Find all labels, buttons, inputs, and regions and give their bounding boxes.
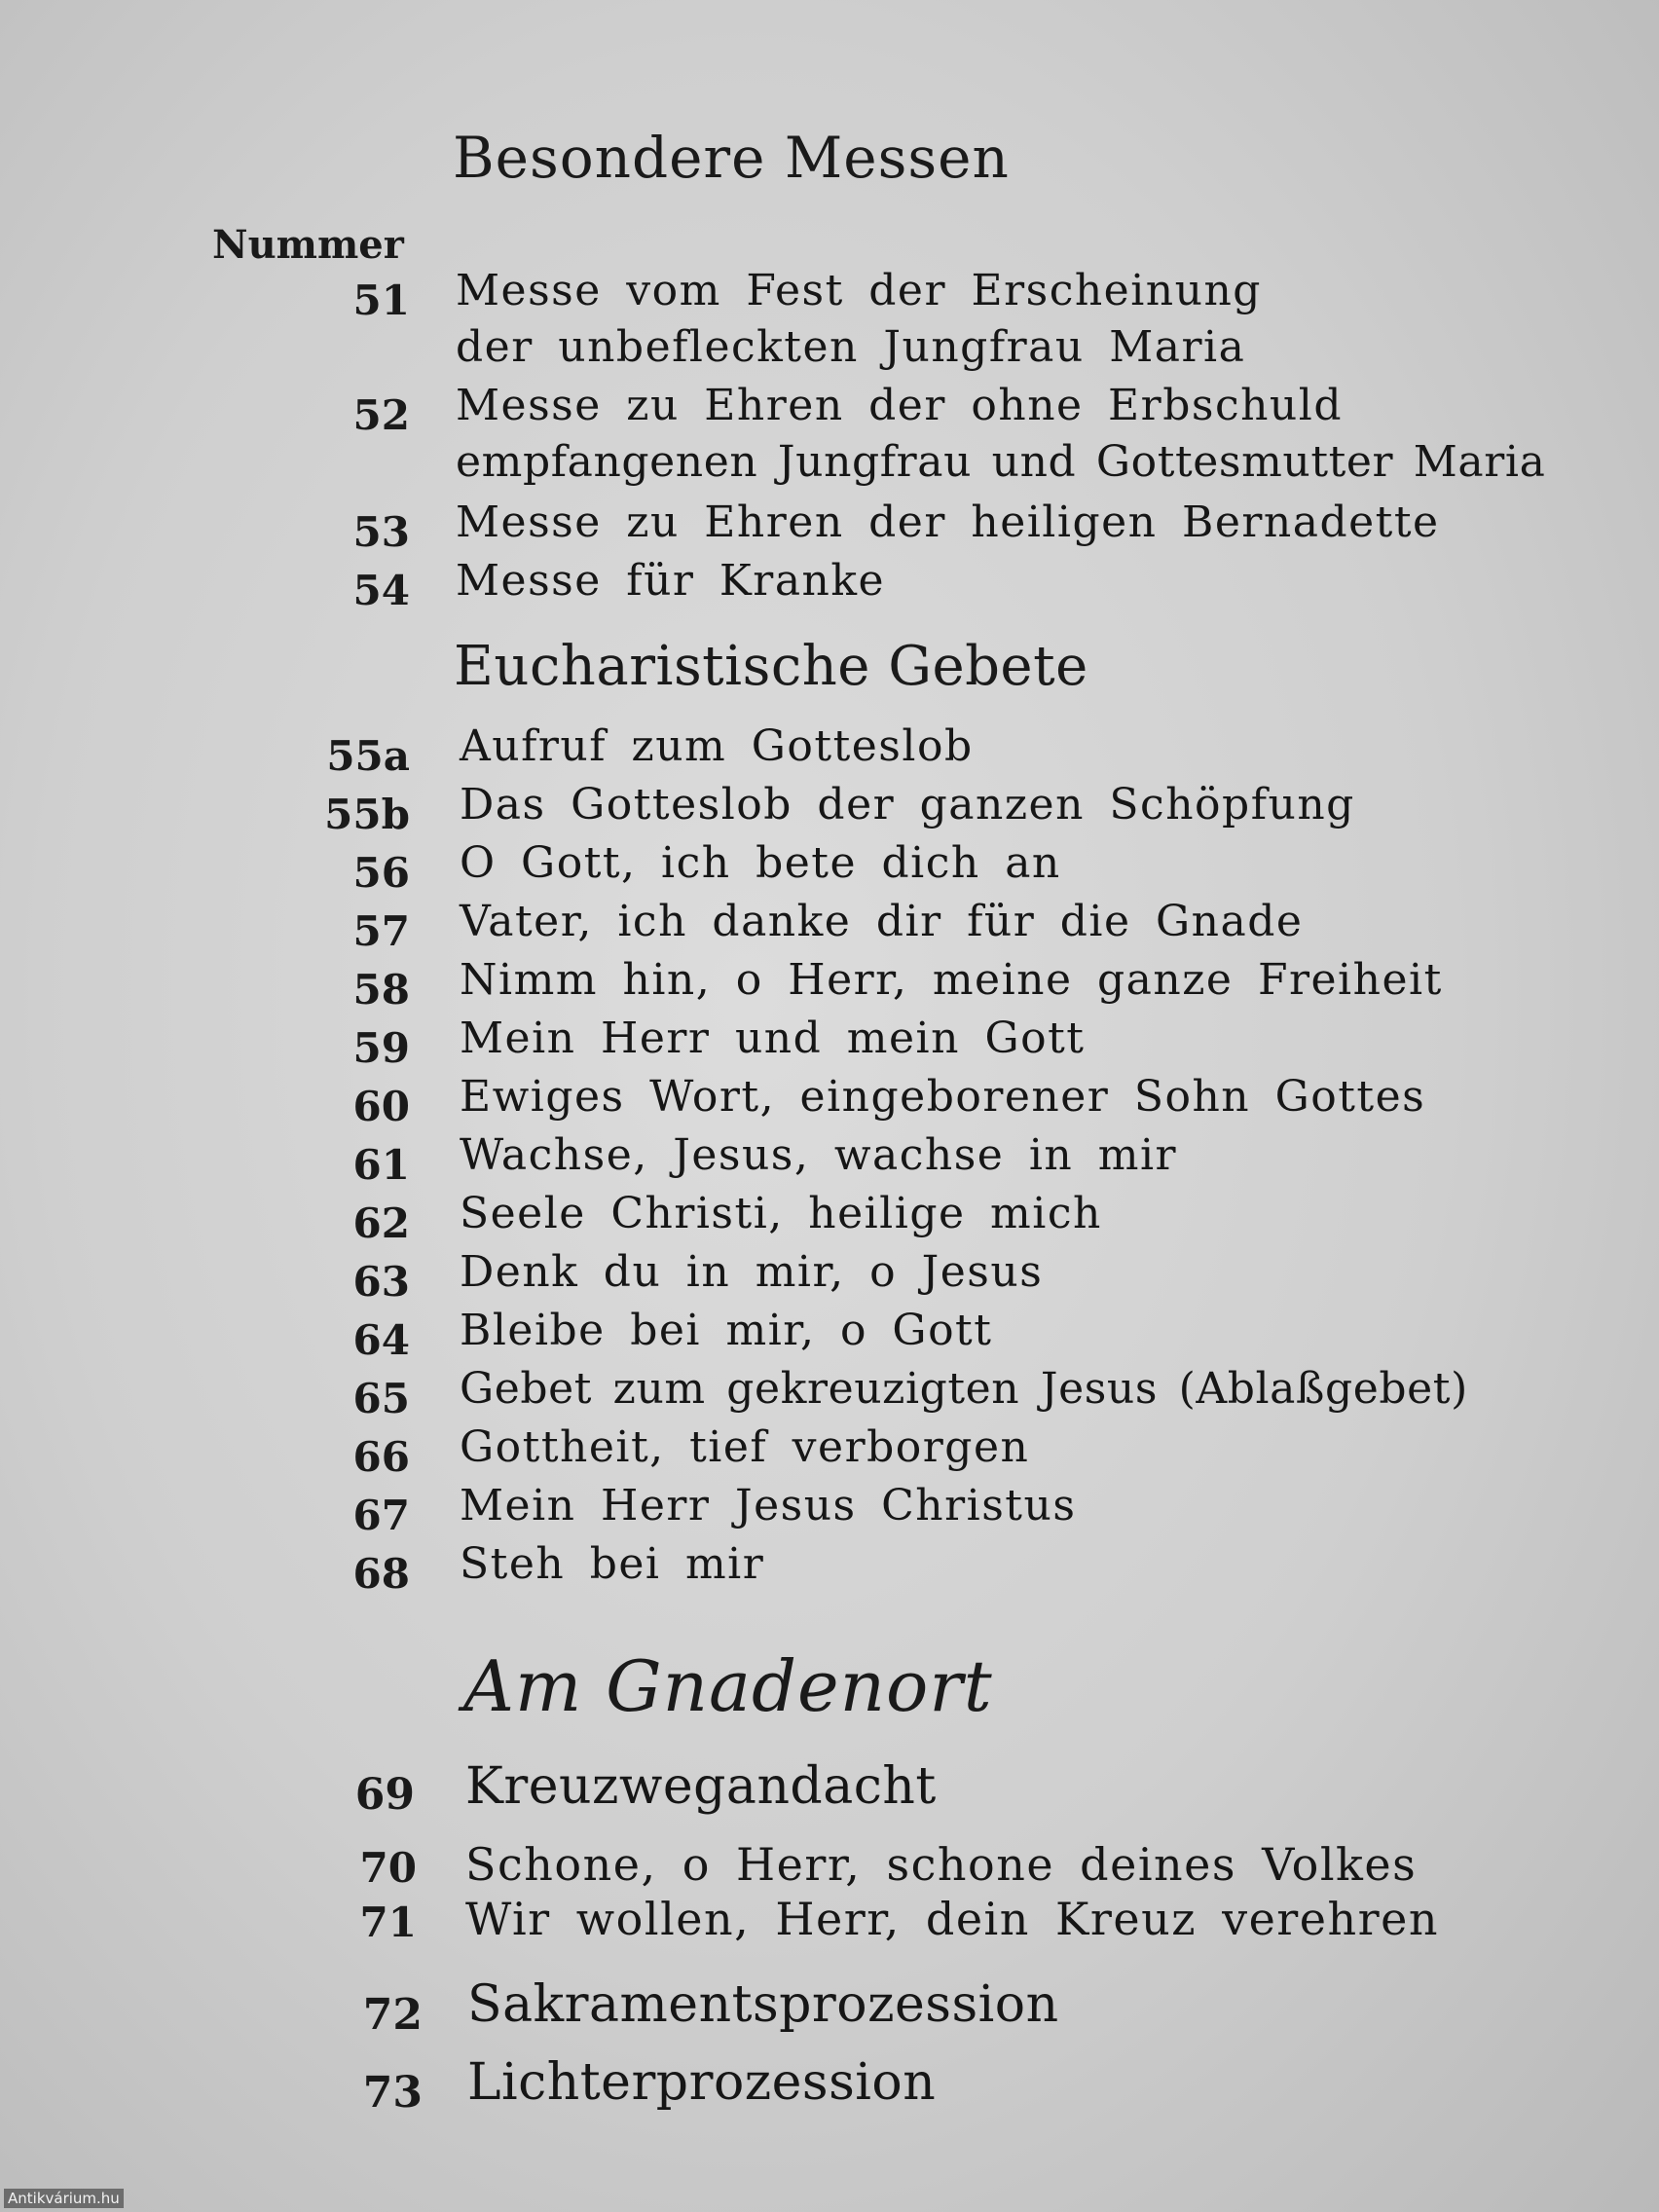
entry-text: Steh bei mir xyxy=(460,1539,765,1589)
entry-number: 63 xyxy=(352,1258,410,1306)
entry-number: 61 xyxy=(352,1141,410,1189)
entry-text: Gebet zum gekreuzigten Jesus (Ablaßgebet) xyxy=(460,1364,1468,1414)
entry-text: Wachse, Jesus, wachse in mir xyxy=(460,1130,1178,1180)
entry-number: 56 xyxy=(352,849,410,897)
entry-text: Wir wollen, Herr, dein Kreuz verehren xyxy=(465,1893,1439,1945)
entry-number: 68 xyxy=(352,1550,410,1598)
entry-text: Messe zu Ehren der heiligen Bernadette xyxy=(456,498,1440,547)
entry-number: 54 xyxy=(352,567,410,614)
column-header-nummer: Nummer xyxy=(212,222,404,268)
entry-number: 60 xyxy=(352,1083,410,1130)
entry-number: 53 xyxy=(352,508,410,556)
entry-text: Denk du in mir, o Jesus xyxy=(460,1247,1044,1297)
entry-text: Gottheit, tief verborgen xyxy=(460,1422,1030,1472)
entry-text: Das Gotteslob der ganzen Schöpfung xyxy=(460,780,1355,830)
entry-number: 64 xyxy=(352,1316,410,1364)
entry-number: 52 xyxy=(352,391,410,439)
entry-text-continued: empfangenen Jungfrau und Gottesmutter Maria xyxy=(456,437,1546,487)
entry-text: O Gott, ich bete dich an xyxy=(460,838,1061,888)
entry-text: Messe zu Ehren der ohne Erbschuld xyxy=(456,381,1344,430)
entry-number: 67 xyxy=(352,1492,410,1539)
entry-text: Lichterprozession xyxy=(467,2053,937,2112)
entry-text: Seele Christi, heilige mich xyxy=(460,1189,1102,1238)
section-title-besondere-messen: Besondere Messen xyxy=(453,125,1010,191)
entry-number: 72 xyxy=(362,1990,423,2040)
entry-number: 71 xyxy=(359,1899,417,1946)
entry-text: Vater, ich danke dir für die Gnade xyxy=(460,897,1304,946)
entry-text: Bleibe bei mir, o Gott xyxy=(460,1306,993,1355)
entry-text: Nimm hin, o Herr, meine ganze Freiheit xyxy=(460,955,1443,1005)
entry-number: 73 xyxy=(362,2068,423,2118)
entry-number: 65 xyxy=(352,1375,410,1422)
section-title-am-gnadenort: Am Gnadenort xyxy=(463,1645,993,1727)
entry-number: 62 xyxy=(352,1199,410,1247)
entry-text-continued: der unbefleckten Jungfrau Maria xyxy=(456,322,1246,372)
entry-text: Messe vom Fest der Erscheinung xyxy=(456,266,1262,315)
entry-number: 66 xyxy=(352,1433,410,1481)
entry-number: 57 xyxy=(352,907,410,955)
entry-number: 69 xyxy=(354,1770,415,1820)
section-title-eucharistische-gebete: Eucharistische Gebete xyxy=(454,635,1088,698)
entry-text: Mein Herr Jesus Christus xyxy=(460,1481,1077,1530)
entry-text: Messe für Kranke xyxy=(456,556,886,606)
entry-number: 59 xyxy=(352,1024,410,1072)
entry-text: Schone, o Herr, schone deines Volkes xyxy=(465,1838,1418,1891)
entry-text: Kreuzwegandacht xyxy=(465,1757,937,1816)
entry-text: Ewiges Wort, eingeborener Sohn Gottes xyxy=(460,1072,1426,1122)
entry-number: 51 xyxy=(352,276,410,324)
entry-number: 58 xyxy=(352,966,410,1014)
entry-number: 55a xyxy=(326,732,410,780)
watermark-text: Antikvárium.hu xyxy=(4,2189,124,2208)
entry-text: Sakramentsprozession xyxy=(467,1975,1059,2034)
entry-text: Mein Herr und mein Gott xyxy=(460,1014,1086,1063)
entry-number: 70 xyxy=(359,1844,417,1892)
entry-text: Aufruf zum Gotteslob xyxy=(460,721,974,771)
entry-number: 55b xyxy=(324,791,410,838)
